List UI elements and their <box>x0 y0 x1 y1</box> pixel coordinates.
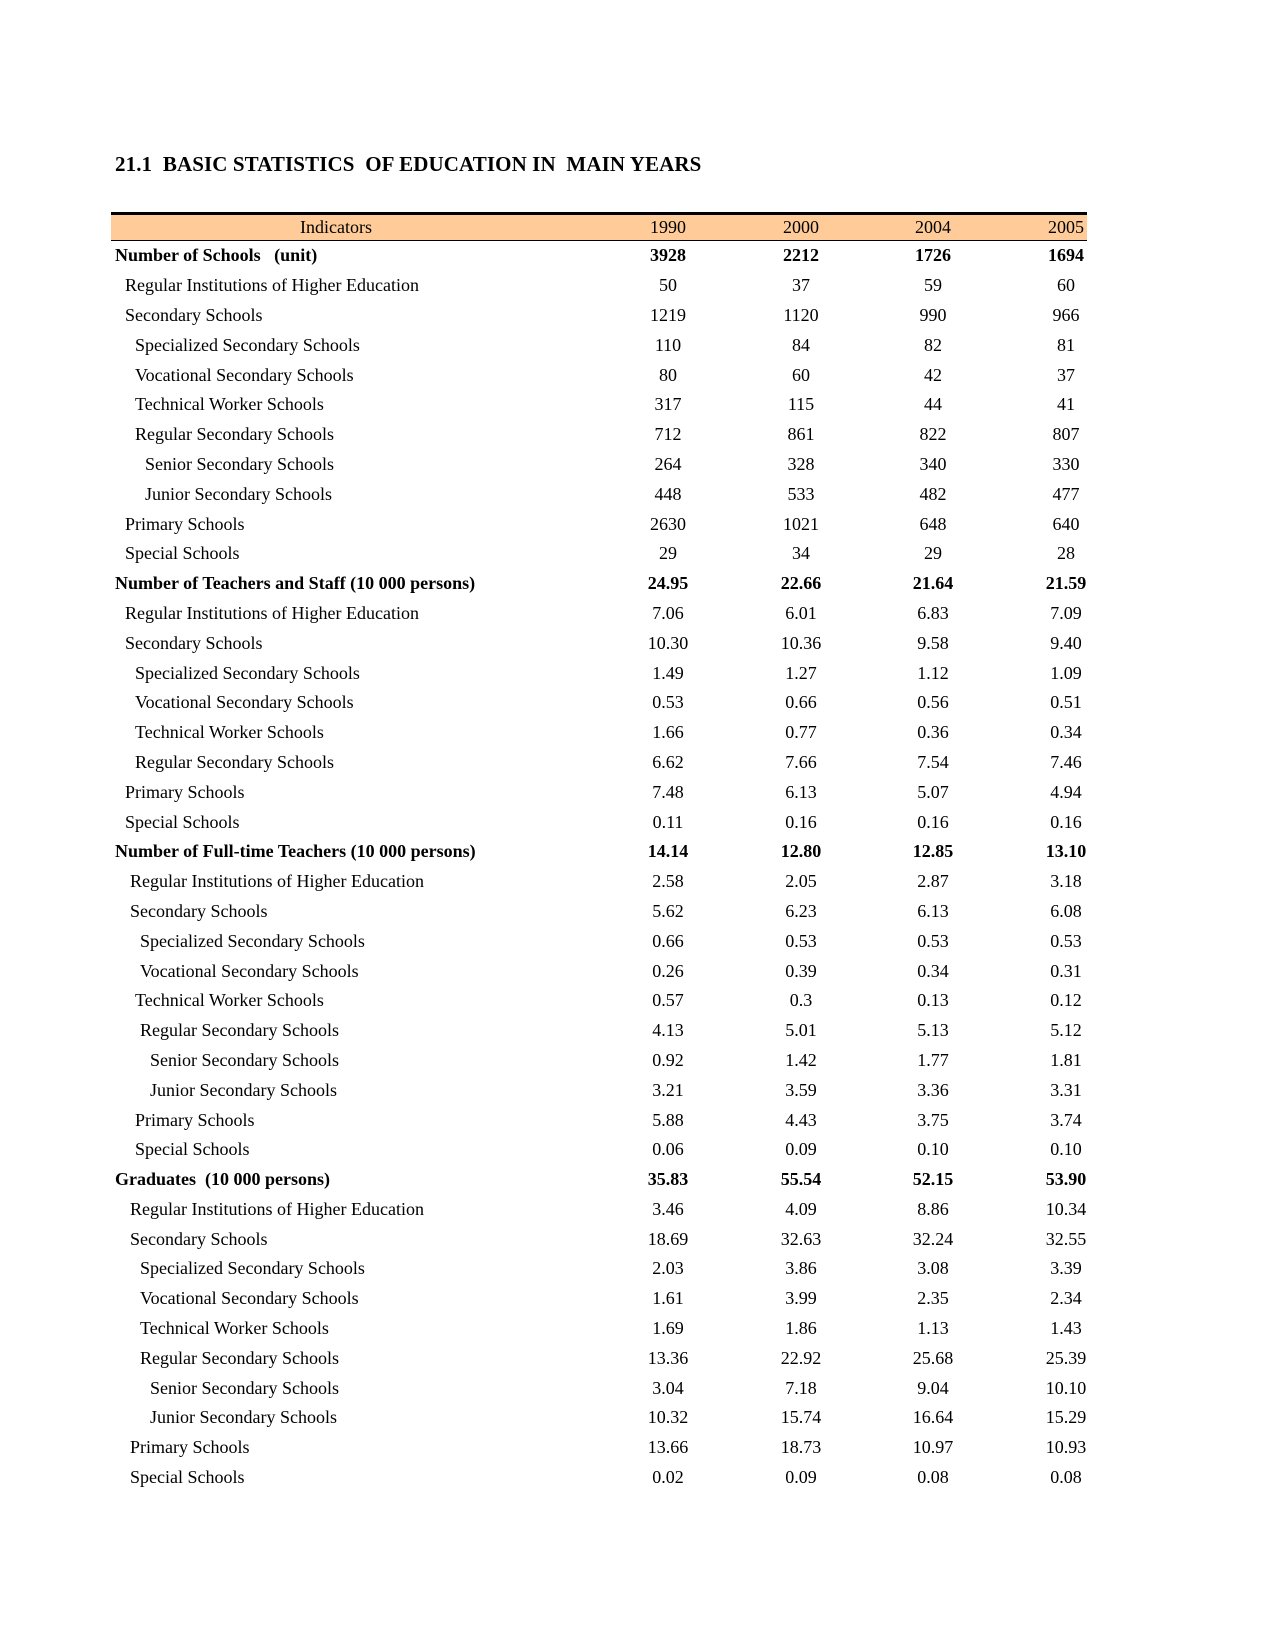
value-cell-1990: 0.02 <box>652 1467 684 1488</box>
value-cell-2005: 0.12 <box>1050 990 1082 1011</box>
value-cell-2000: 6.13 <box>785 781 817 802</box>
table-row <box>111 1075 1087 1105</box>
row-label: Technical Worker Schools <box>135 394 324 415</box>
row-label: Vocational Secondary Schools <box>135 364 354 385</box>
row-label: Special Schools <box>125 811 240 832</box>
value-cell-2004: 3.08 <box>917 1258 949 1279</box>
value-cell-2004: 6.13 <box>917 900 949 921</box>
header-indicators: Indicators <box>300 217 372 237</box>
value-cell-2005: 4.94 <box>1050 781 1082 802</box>
value-cell-2004: 0.08 <box>917 1467 949 1488</box>
table-row <box>111 539 1087 569</box>
row-label: Senior Secondary Schools <box>150 1049 339 1070</box>
value-cell-1990: 0.53 <box>652 692 684 713</box>
value-cell-1990: 1219 <box>650 304 686 325</box>
value-cell-2000: 6.01 <box>785 602 817 623</box>
value-cell-2004: 6.83 <box>917 602 949 623</box>
value-cell-2005: 0.31 <box>1050 960 1082 981</box>
value-cell-2000: 12.80 <box>780 841 822 862</box>
row-label: Special Schools <box>130 1467 245 1488</box>
row-label: Number of Teachers and Staff (10 000 persons) <box>115 573 476 594</box>
row-label: Vocational Secondary Schools <box>140 1288 359 1309</box>
value-cell-1990: 3.21 <box>652 1079 684 1100</box>
table-row <box>111 1433 1087 1463</box>
value-cell-2000: 0.39 <box>785 960 817 981</box>
row-label: Vocational Secondary Schools <box>140 960 359 981</box>
table-section-row <box>111 241 1087 271</box>
value-cell-2000: 0.09 <box>785 1139 817 1160</box>
row-label: Regular Institutions of Higher Education <box>125 275 419 296</box>
value-cell-2005: 28 <box>1057 543 1075 564</box>
header-year-1990: 1990 <box>650 217 686 237</box>
row-label: Specialized Secondary Schools <box>140 930 365 951</box>
value-cell-2004: 0.36 <box>917 722 949 743</box>
value-cell-2004: 32.24 <box>912 1228 954 1249</box>
row-label: Secondary Schools <box>130 900 268 921</box>
value-cell-2004: 0.34 <box>917 960 949 981</box>
value-cell-2004: 29 <box>924 543 942 564</box>
table-row <box>111 450 1087 480</box>
value-cell-2000: 3.59 <box>785 1079 817 1100</box>
page-title: 21.1 BASIC STATISTICS OF EDUCATION IN MAIN YEARS <box>115 152 702 176</box>
value-cell-2005: 3.39 <box>1050 1258 1082 1279</box>
row-label: Regular Secondary Schools <box>135 751 334 772</box>
value-cell-2000: 0.66 <box>785 692 817 713</box>
table-row <box>111 1254 1087 1284</box>
row-label: Senior Secondary Schools <box>150 1377 339 1398</box>
value-cell-2005: 10.10 <box>1045 1377 1087 1398</box>
value-cell-2000: 1120 <box>783 304 819 325</box>
row-label: Junior Secondary Schools <box>145 483 332 504</box>
value-cell-2004: 648 <box>919 513 947 534</box>
row-label: Special Schools <box>135 1139 250 1160</box>
value-cell-2004: 2.87 <box>917 871 949 892</box>
value-cell-1990: 0.26 <box>652 960 684 981</box>
table-row <box>111 1105 1087 1135</box>
value-cell-2000: 533 <box>787 483 815 504</box>
value-cell-1990: 7.06 <box>652 602 684 623</box>
row-label: Specialized Secondary Schools <box>135 662 360 683</box>
table-row <box>111 420 1087 450</box>
value-cell-1990: 712 <box>654 424 682 445</box>
value-cell-2005: 1.09 <box>1050 662 1082 683</box>
header-year-2005: 2005 <box>1048 217 1084 237</box>
value-cell-2000: 0.09 <box>785 1467 817 1488</box>
value-cell-2000: 0.3 <box>789 990 813 1011</box>
table-row <box>111 956 1087 986</box>
table-row <box>111 1403 1087 1433</box>
value-cell-2004: 21.64 <box>912 573 954 594</box>
value-cell-2004: 12.85 <box>912 841 954 862</box>
table-row <box>111 1224 1087 1254</box>
row-label: Secondary Schools <box>125 304 263 325</box>
row-label: Primary Schools <box>130 1437 250 1458</box>
row-label: Regular Secondary Schools <box>135 424 334 445</box>
value-cell-2005: 13.10 <box>1045 841 1087 862</box>
row-label: Secondary Schools <box>130 1228 268 1249</box>
value-cell-2004: 0.16 <box>917 811 949 832</box>
value-cell-2005: 2.34 <box>1050 1288 1082 1309</box>
value-cell-2000: 0.77 <box>785 722 817 743</box>
value-cell-2004: 8.86 <box>917 1198 949 1219</box>
value-cell-2000: 37 <box>792 275 810 296</box>
value-cell-2000: 22.66 <box>780 573 822 594</box>
value-cell-1990: 5.88 <box>652 1109 684 1130</box>
value-cell-2004: 16.64 <box>912 1407 954 1428</box>
table-row <box>111 688 1087 718</box>
value-cell-2005: 640 <box>1052 513 1080 534</box>
row-label: Regular Secondary Schools <box>140 1020 339 1041</box>
row-label: Graduates (10 000 persons) <box>115 1169 330 1190</box>
value-cell-2004: 482 <box>919 483 947 504</box>
value-cell-2000: 7.66 <box>785 751 817 772</box>
value-cell-2000: 4.43 <box>785 1109 817 1130</box>
value-cell-2000: 22.92 <box>780 1347 822 1368</box>
value-cell-2004: 2.35 <box>917 1288 949 1309</box>
value-cell-1990: 10.32 <box>647 1407 689 1428</box>
value-cell-2000: 4.09 <box>785 1198 817 1219</box>
table-row <box>111 1373 1087 1403</box>
value-cell-1990: 264 <box>654 453 682 474</box>
table-row <box>111 867 1087 897</box>
value-cell-2004: 9.58 <box>917 632 949 653</box>
row-label: Number of Full-time Teachers (10 000 persons) <box>115 841 476 862</box>
row-label: Technical Worker Schools <box>140 1318 329 1339</box>
value-cell-1990: 0.57 <box>652 990 684 1011</box>
row-label: Junior Secondary Schools <box>150 1407 337 1428</box>
value-cell-1990: 110 <box>654 334 682 355</box>
table-row <box>111 777 1087 807</box>
table-row <box>111 599 1087 629</box>
value-cell-2005: 60 <box>1057 275 1075 296</box>
value-cell-1990: 1.61 <box>652 1288 684 1309</box>
table-section-row <box>111 1165 1087 1195</box>
row-label: Technical Worker Schools <box>135 722 324 743</box>
value-cell-2000: 1021 <box>783 513 819 534</box>
table-row <box>111 926 1087 956</box>
value-cell-2004: 25.68 <box>912 1347 954 1368</box>
value-cell-2000: 2212 <box>783 245 819 266</box>
value-cell-2000: 60 <box>792 364 810 385</box>
table-row <box>111 1343 1087 1373</box>
value-cell-2005: 477 <box>1052 483 1080 504</box>
row-label: Regular Institutions of Higher Education <box>125 602 419 623</box>
value-cell-2000: 861 <box>787 424 815 445</box>
value-cell-2005: 53.90 <box>1045 1169 1087 1190</box>
table-row <box>111 1463 1087 1493</box>
value-cell-1990: 13.66 <box>647 1437 689 1458</box>
value-cell-2005: 0.10 <box>1050 1139 1082 1160</box>
value-cell-2004: 52.15 <box>912 1169 954 1190</box>
value-cell-2004: 0.56 <box>917 692 949 713</box>
value-cell-2000: 0.53 <box>785 930 817 951</box>
table-row <box>111 897 1087 927</box>
row-label: Regular Institutions of Higher Education <box>130 1198 424 1219</box>
table-row <box>111 986 1087 1016</box>
row-label: Specialized Secondary Schools <box>135 334 360 355</box>
value-cell-2005: 0.08 <box>1050 1467 1082 1488</box>
value-cell-1990: 18.69 <box>647 1228 689 1249</box>
value-cell-1990: 0.92 <box>652 1049 684 1070</box>
value-cell-2005: 5.12 <box>1050 1020 1082 1041</box>
value-cell-2004: 42 <box>924 364 942 385</box>
value-cell-1990: 1.49 <box>652 662 684 683</box>
value-cell-1990: 13.36 <box>647 1347 689 1368</box>
table-row <box>111 1314 1087 1344</box>
value-cell-2000: 3.99 <box>785 1288 817 1309</box>
value-cell-2005: 0.16 <box>1050 811 1082 832</box>
value-cell-2005: 37 <box>1057 364 1075 385</box>
table-row <box>111 1195 1087 1225</box>
value-cell-2000: 7.18 <box>785 1377 817 1398</box>
value-cell-2000: 5.01 <box>785 1020 817 1041</box>
value-cell-2000: 6.23 <box>785 900 817 921</box>
value-cell-2005: 10.34 <box>1045 1198 1087 1219</box>
value-cell-2004: 5.13 <box>917 1020 949 1041</box>
value-cell-2000: 18.73 <box>780 1437 822 1458</box>
row-label: Senior Secondary Schools <box>145 453 334 474</box>
row-label: Specialized Secondary Schools <box>140 1258 365 1279</box>
table-row <box>111 748 1087 778</box>
value-cell-2004: 340 <box>919 453 947 474</box>
value-cell-2004: 1.12 <box>917 662 949 683</box>
statistics-table <box>111 212 1087 1492</box>
table-row <box>111 1016 1087 1046</box>
table-body <box>111 241 1087 1492</box>
row-label: Primary Schools <box>135 1109 255 1130</box>
value-cell-2005: 0.53 <box>1050 930 1082 951</box>
value-cell-2004: 59 <box>924 275 942 296</box>
table-row <box>111 1135 1087 1165</box>
value-cell-2005: 7.46 <box>1050 751 1082 772</box>
value-cell-1990: 4.13 <box>652 1020 684 1041</box>
value-cell-2004: 990 <box>919 304 947 325</box>
value-cell-2005: 807 <box>1052 424 1080 445</box>
value-cell-2005: 21.59 <box>1045 573 1087 594</box>
value-cell-2000: 328 <box>787 453 815 474</box>
value-cell-1990: 35.83 <box>647 1169 689 1190</box>
row-label: Technical Worker Schools <box>135 990 324 1011</box>
value-cell-2005: 7.09 <box>1050 602 1082 623</box>
value-cell-2005: 15.29 <box>1045 1407 1087 1428</box>
table-row <box>111 301 1087 331</box>
table-header-row <box>111 212 1087 241</box>
value-cell-2005: 6.08 <box>1050 900 1082 921</box>
value-cell-1990: 0.66 <box>652 930 684 951</box>
value-cell-2004: 0.10 <box>917 1139 949 1160</box>
value-cell-2000: 15.74 <box>780 1407 822 1428</box>
row-label: Regular Secondary Schools <box>140 1347 339 1368</box>
table-row <box>111 807 1087 837</box>
row-label: Vocational Secondary Schools <box>135 692 354 713</box>
value-cell-1990: 3.04 <box>652 1377 684 1398</box>
value-cell-2004: 10.97 <box>912 1437 954 1458</box>
value-cell-2005: 3.18 <box>1050 871 1082 892</box>
value-cell-1990: 24.95 <box>647 573 689 594</box>
table-section-row <box>111 569 1087 599</box>
value-cell-1990: 50 <box>659 275 677 296</box>
value-cell-1990: 6.62 <box>652 751 684 772</box>
value-cell-2005: 81 <box>1057 334 1075 355</box>
value-cell-2005: 25.39 <box>1045 1347 1087 1368</box>
value-cell-2005: 1.43 <box>1050 1318 1082 1339</box>
value-cell-2004: 7.54 <box>917 751 949 772</box>
table-row <box>111 360 1087 390</box>
value-cell-2000: 84 <box>792 334 810 355</box>
value-cell-1990: 2630 <box>650 513 686 534</box>
value-cell-2005: 41 <box>1057 394 1075 415</box>
value-cell-2005: 1694 <box>1048 245 1084 266</box>
table-row <box>111 658 1087 688</box>
row-label: Special Schools <box>125 543 240 564</box>
value-cell-2004: 3.75 <box>917 1109 949 1130</box>
value-cell-2005: 3.74 <box>1050 1109 1082 1130</box>
row-label: Number of Schools (unit) <box>115 245 318 266</box>
table-row <box>111 509 1087 539</box>
table-row <box>111 390 1087 420</box>
value-cell-1990: 5.62 <box>652 900 684 921</box>
value-cell-2000: 115 <box>787 394 815 415</box>
value-cell-2004: 9.04 <box>917 1377 949 1398</box>
table-row <box>111 1284 1087 1314</box>
value-cell-1990: 448 <box>654 483 682 504</box>
value-cell-1990: 1.69 <box>652 1318 684 1339</box>
header-year-2004: 2004 <box>915 217 951 237</box>
value-cell-1990: 3.46 <box>652 1198 684 1219</box>
value-cell-2005: 9.40 <box>1050 632 1082 653</box>
value-cell-2004: 1726 <box>915 245 951 266</box>
row-label: Regular Institutions of Higher Education <box>130 871 424 892</box>
value-cell-2004: 1.13 <box>917 1318 949 1339</box>
value-cell-2004: 82 <box>924 334 942 355</box>
value-cell-2004: 1.77 <box>917 1049 949 1070</box>
value-cell-2005: 10.93 <box>1045 1437 1087 1458</box>
value-cell-2004: 0.13 <box>917 990 949 1011</box>
value-cell-1990: 3928 <box>650 245 686 266</box>
value-cell-2005: 3.31 <box>1050 1079 1082 1100</box>
table-section-row <box>111 837 1087 867</box>
value-cell-2004: 44 <box>924 394 942 415</box>
value-cell-1990: 7.48 <box>652 781 684 802</box>
value-cell-2000: 34 <box>792 543 810 564</box>
value-cell-2005: 0.51 <box>1050 692 1082 713</box>
value-cell-2000: 1.86 <box>785 1318 817 1339</box>
value-cell-1990: 10.30 <box>647 632 689 653</box>
value-cell-2005: 0.34 <box>1050 722 1082 743</box>
table-row <box>111 1046 1087 1076</box>
value-cell-1990: 1.66 <box>652 722 684 743</box>
row-label: Secondary Schools <box>125 632 263 653</box>
row-label: Primary Schools <box>125 781 245 802</box>
value-cell-2004: 822 <box>919 424 947 445</box>
value-cell-2004: 3.36 <box>917 1079 949 1100</box>
value-cell-1990: 29 <box>659 543 677 564</box>
table-row <box>111 479 1087 509</box>
value-cell-1990: 0.06 <box>652 1139 684 1160</box>
value-cell-2000: 55.54 <box>780 1169 822 1190</box>
value-cell-2000: 2.05 <box>785 871 817 892</box>
value-cell-1990: 80 <box>659 364 677 385</box>
table-row <box>111 271 1087 301</box>
value-cell-1990: 2.03 <box>652 1258 684 1279</box>
value-cell-2000: 1.27 <box>785 662 817 683</box>
table-row <box>111 628 1087 658</box>
table-row <box>111 718 1087 748</box>
value-cell-2005: 32.55 <box>1045 1228 1087 1249</box>
value-cell-1990: 317 <box>654 394 682 415</box>
value-cell-2005: 1.81 <box>1050 1049 1082 1070</box>
value-cell-2005: 330 <box>1052 453 1080 474</box>
value-cell-2000: 1.42 <box>785 1049 817 1070</box>
value-cell-2000: 32.63 <box>780 1228 822 1249</box>
value-cell-2004: 0.53 <box>917 930 949 951</box>
value-cell-2004: 5.07 <box>917 781 949 802</box>
row-label: Primary Schools <box>125 513 245 534</box>
value-cell-2000: 0.16 <box>785 811 817 832</box>
row-label: Junior Secondary Schools <box>150 1079 337 1100</box>
value-cell-2005: 966 <box>1052 304 1080 325</box>
value-cell-2000: 10.36 <box>780 632 822 653</box>
table-row <box>111 330 1087 360</box>
value-cell-1990: 14.14 <box>647 841 689 862</box>
value-cell-1990: 2.58 <box>652 871 684 892</box>
value-cell-2000: 3.86 <box>785 1258 817 1279</box>
value-cell-1990: 0.11 <box>652 811 684 832</box>
header-year-2000: 2000 <box>783 217 819 237</box>
